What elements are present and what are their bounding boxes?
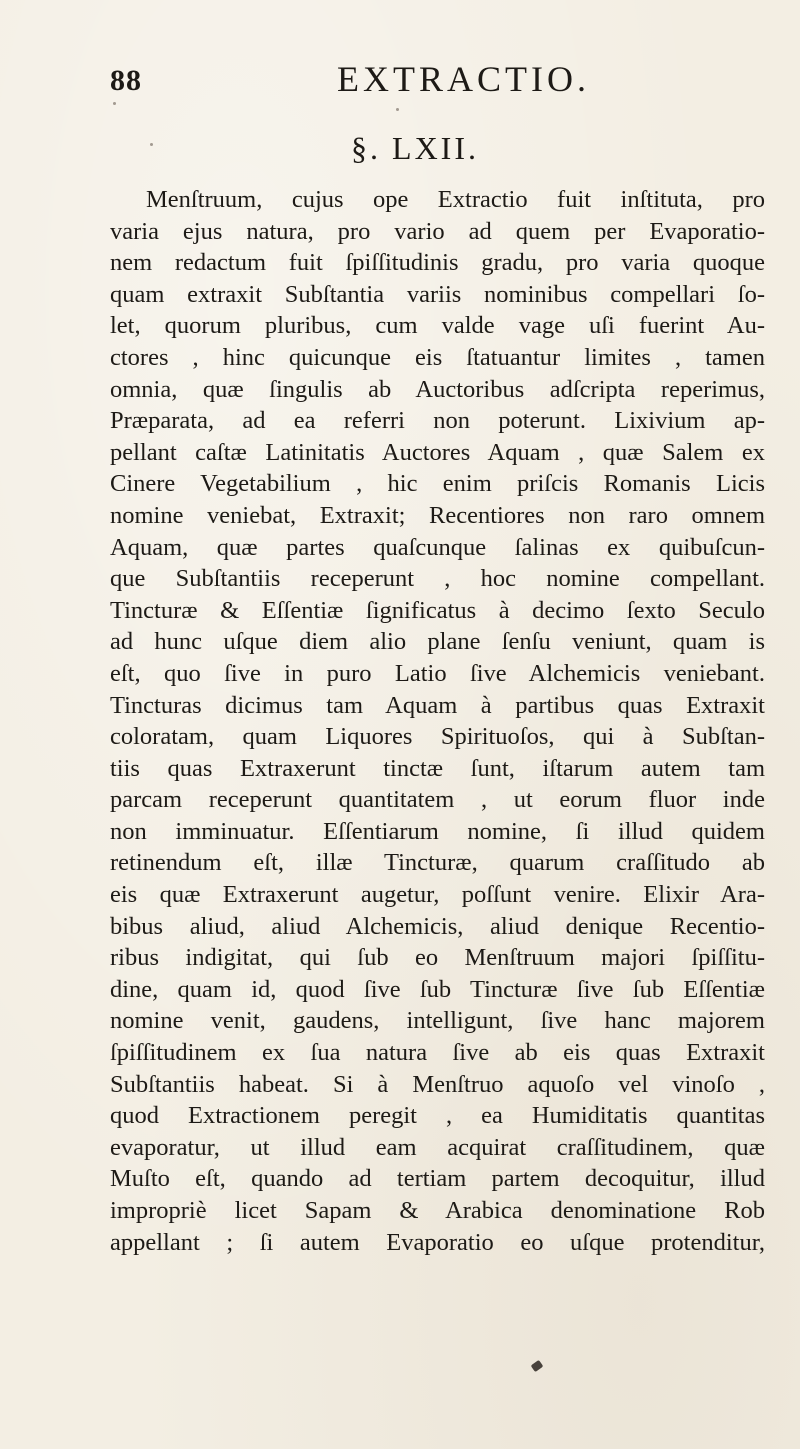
ink-blot-mark [531,1360,544,1372]
paper-speck [396,108,399,111]
text-line: let, quorum pluribus, cum valde vage uſi fuerint Au- [110,312,765,340]
text-line: pellant caſtæ Latinitatis Auctores Aquam , quæ Salem ex [110,438,765,466]
text-line: quod Extractionem peregit , ea Humiditatis quantitas [110,1102,765,1130]
text-line: Præparata, ad ea referri non poterunt. Lixivium ap- [110,407,765,435]
text-line: nomine venit, gaudens, intelligunt, ſive hanc majorem [110,1007,765,1035]
text-line: bibus aliud, aliud Alchemicis, aliud denique Recentio- [110,912,765,940]
text-line: nomine veniebat, Extraxit; Recentiores non raro omnem [110,501,765,529]
text-line: dine, quam id, quod ſive ſub Tincturæ ſive ſub Eſſentiæ [110,975,765,1003]
text-line: ad hunc uſque diem aliо plane ſenſu veniunt, quam is [110,628,765,656]
text-line: non imminuatur. Eſſentiarum nomine, ſi illud quidem [110,817,765,845]
text-line: ribus indigitat, qui ſub eo Menſtruum majori ſpiſſitu- [110,944,765,972]
text-line: retinendum eſt, illæ Tincturæ, quarum craſſitudo ab [110,849,765,877]
text-line: tiis quas Extraxerunt tinctæ ſunt, iſtarum autem tam [110,754,765,782]
text-line: Subſtantiis habeat. Si à Menſtruo aquoſo vel vinoſo , [110,1070,765,1098]
running-head: EXTRACTIO. [337,59,590,99]
text-line: quam extraxit Subſtantia variis nominibus compellari ſo- [110,280,765,308]
text-line: ctores , hinc quicunque eis ſtatuantur limites , tamen [110,343,765,371]
body-paragraph [110,184,765,1258]
text-line: Cinere Vegetabilium , hic enim priſcis Romanis Licis [110,470,765,498]
text-line: evaporatur, ut illud eam acquirat craſſitudinem, quæ [110,1133,765,1161]
text-line: varia ejus natura, pro vario ad quem per Evaporatio- [110,217,765,245]
text-line: que Subſtantiis receperunt , hoc nomine compellant. [110,565,765,593]
page-number: 88 [110,64,142,97]
text-line: coloratam, quam Liquores Spirituoſos, qui à Subſtan- [110,723,765,751]
text-line: impropriè licet Sapam & Arabica denominatione Rob [110,1197,765,1224]
text-line: Muſto eſt, quando ad tertiam partem decoquitur, illud [110,1165,765,1193]
text-line: Tincturas dicimus tam Aquam à partibus quas Extraxit [110,691,765,719]
text-line: Tincturæ & Eſſentiæ ſignificatus à decimo ſexto Seculo [110,596,765,624]
text-line: eſt, quo ſive in puro Latio ſive Alchemicis veniebant. [110,659,765,687]
text-line: ſpiſſitudinem ex ſua natura ſive ab eis quas Extraxit [110,1039,765,1067]
text-line: appellant ; ſi autem Evaporatio eo uſque protenditur, [110,1228,765,1256]
text-line: omnia, quæ ſingulis ab Auctoribus adſcripta reperimus, [110,375,765,403]
paper-speck [150,143,153,146]
text-line: nem redactum fuit ſpiſſitudinis gradu, pro varia quoque [110,249,765,277]
text-line: Menſtruum, cujus ope Extractio fuit inſtituta, pro [146,186,765,213]
text-line: eis quæ Extraxerunt augetur, poſſunt venire. Elixir Ara- [110,881,765,909]
text-line: parcam receperunt quantitatem , ut eorum fluor inde [110,786,765,814]
section-heading: §. LXII. [351,130,479,166]
paper-speck [113,102,116,105]
page-header [110,58,760,98]
text-line: Aquam, quæ partes quaſcunque ſalinas ex quibuſcun- [110,533,765,561]
